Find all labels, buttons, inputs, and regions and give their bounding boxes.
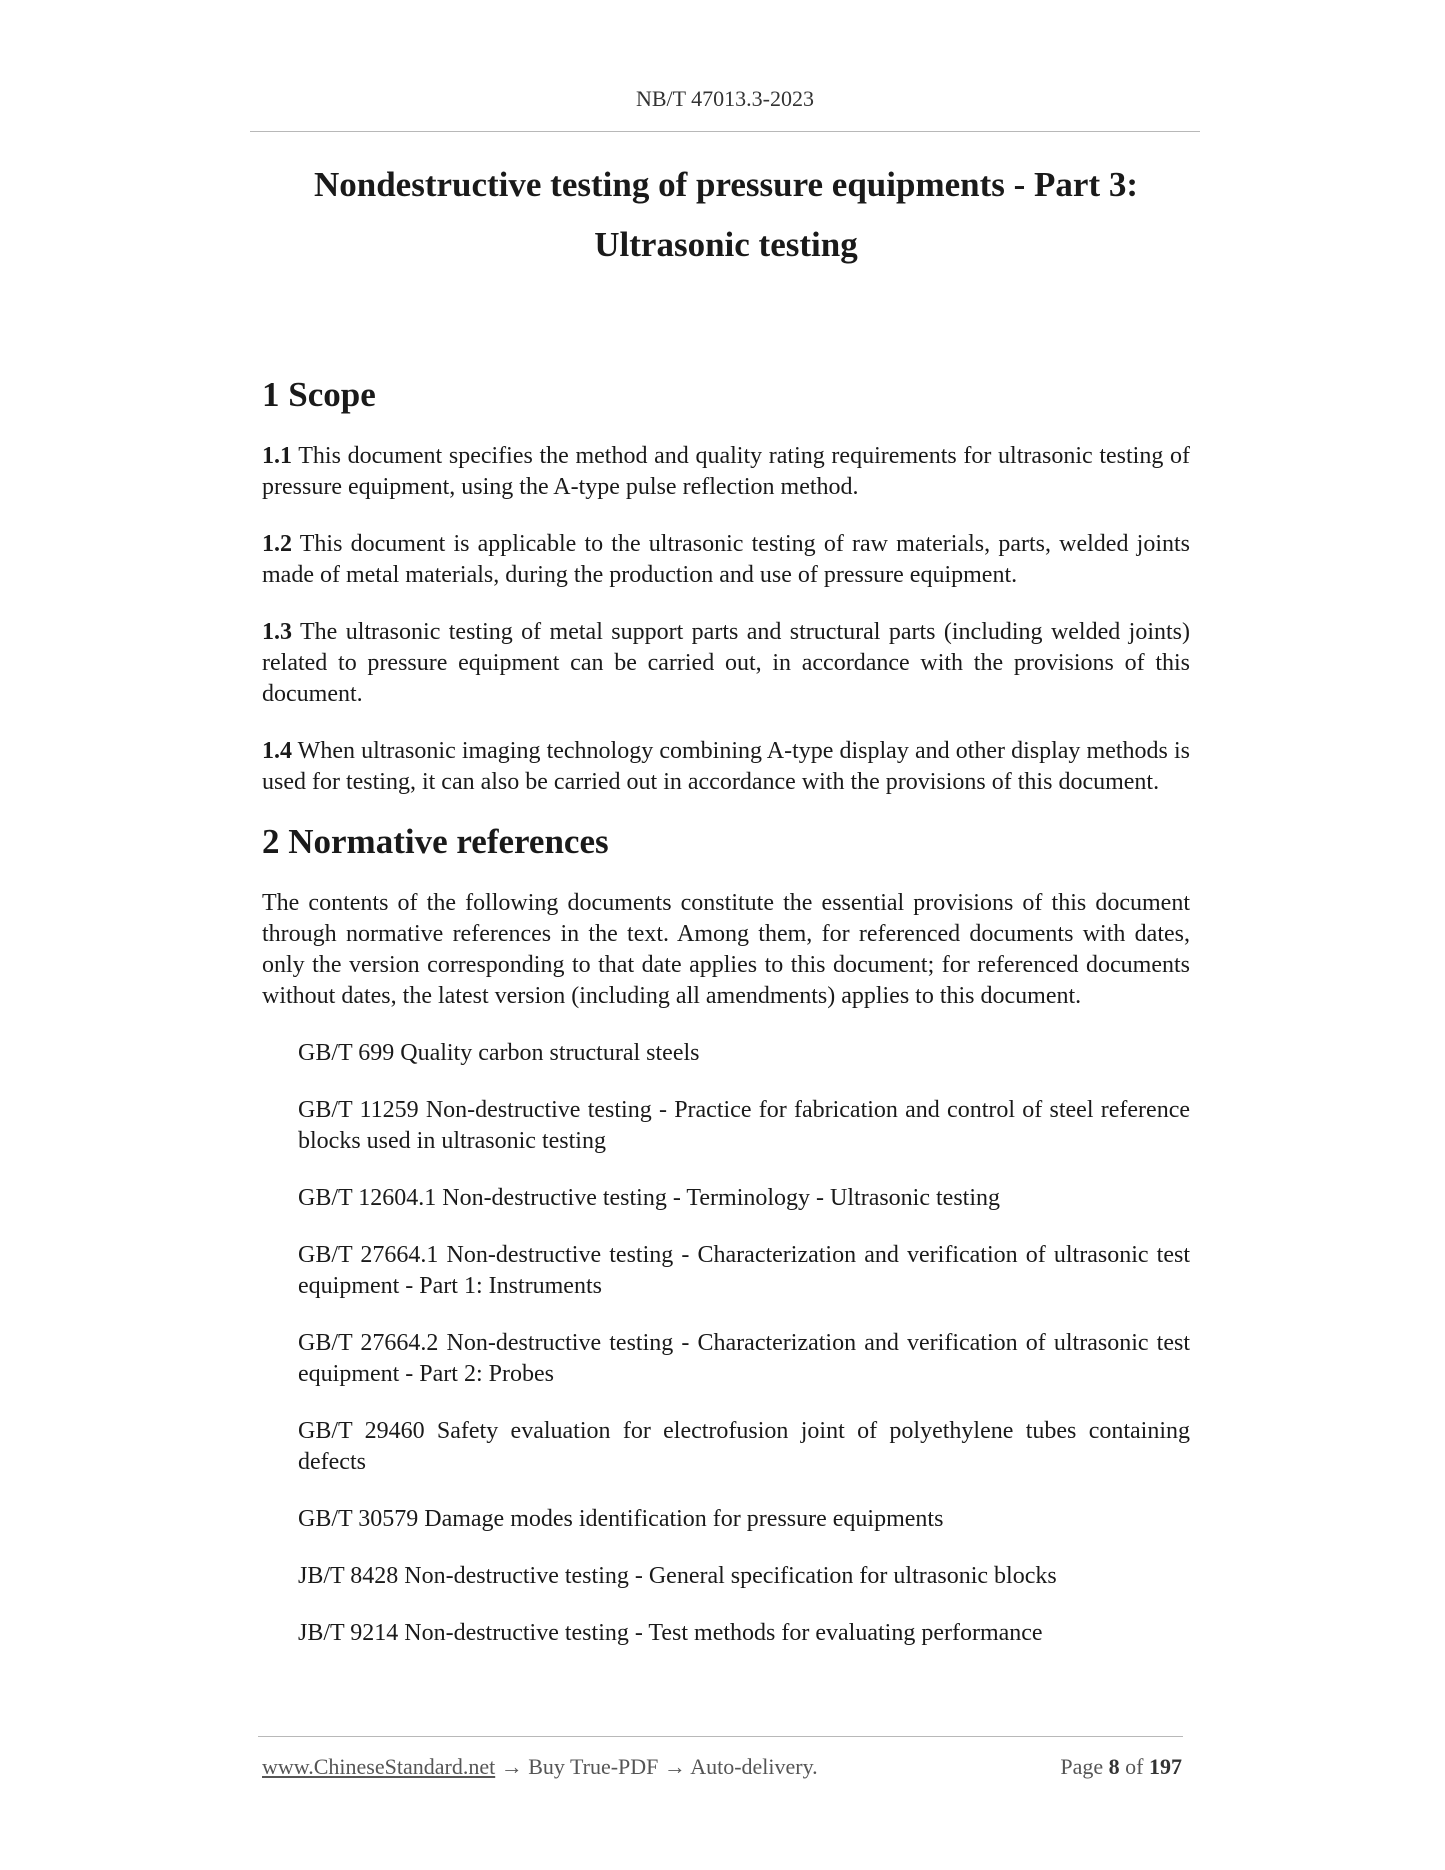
site-link[interactable]: www.ChineseStandard.net [262,1754,496,1779]
section-heading-scope: 1 Scope [262,375,376,414]
reference-list [262,1038,1190,1649]
reference-item: GB/T 11259 Non-destructive testing - Practice for fabrication and control of steel reference blocks used in ultrasonic testing [298,1097,1190,1154]
clause-number: 1.1 [262,443,292,469]
clause-text: This document is applicable to the ultrasonic testing of raw materials, parts, welded joints made of metal materials, during the production and use of pressure equipment. [262,531,1190,588]
page-number [1060,1754,1182,1780]
page-of-label: of [1119,1754,1149,1779]
reference-item: GB/T 699 Quality carbon structural steels [298,1040,700,1066]
clause-1-4 [262,736,1190,798]
reference-item: GB/T 29460 Safety evaluation for electrofusion joint of polyethylene tubes containing defects [298,1418,1190,1475]
reference-item: GB/T 27664.1 Non-destructive testing - Characterization and verification of ultrasonic test equipment - Part 1: Instruments [298,1242,1190,1299]
title-line-1: Nondestructive testing of pressure equipments - Part 3: [313,165,1139,204]
current-page: 8 [1108,1754,1120,1779]
clause-text: The ultrasonic testing of metal support parts and structural parts (including welded joints) related to pressure equipment can be carried out, in accordance with the provisions of this document. [262,619,1190,707]
page-body [262,155,1190,1675]
document-title [262,155,1190,275]
reference-item: JB/T 8428 Non-destructive testing - General specification for ultrasonic blocks [298,1563,1057,1589]
reference-item: JB/T 9214 Non-destructive testing - Test methods for evaluating performance [298,1620,1043,1646]
clause-text: This document specifies the method and quality rating requirements for ultrasonic testing of pressure equipment, using the A-type pulse reflection method. [262,443,1190,500]
reference-item: GB/T 27664.2 Non-destructive testing - Characterization and verification of ultrasonic test equipment - Part 2: Probes [298,1330,1190,1387]
clause-number: 1.4 [262,738,292,764]
page-footer [262,1754,1182,1780]
page-label: Page [1060,1754,1109,1779]
normative-references-intro: The contents of the following documents constitute the essential provisions of this document through normative references in the text. Among them, for referenced documents with dates, only the version corresponding to that date applies to this document; for referenced documents without dates, the latest version (including all amendments) applies to this document. [262,890,1190,1009]
clause-number: 1.3 [262,619,292,645]
reference-item: GB/T 30579 Damage modes identification for pressure equipments [298,1506,944,1532]
header-divider [250,131,1200,132]
clause-text: When ultrasonic imaging technology combining A-type display and other display methods is used for testing, it can also be carried out in accordance with the provisions of this document. [262,738,1190,795]
section-heading-normative-references: 2 Normative references [262,822,609,861]
clause-1-2 [262,529,1190,591]
total-pages: 197 [1149,1754,1182,1779]
promo-text: → Buy True-PDF → Auto-delivery. [495,1754,818,1779]
title-line-2: Ultrasonic testing [594,225,858,264]
clause-1-1 [262,441,1190,503]
clause-1-3 [262,617,1190,710]
footer-promo [262,1754,818,1780]
clause-number: 1.2 [262,531,292,557]
reference-item: GB/T 12604.1 Non-destructive testing - Terminology - Ultrasonic testing [298,1185,1000,1211]
running-header: NB/T 47013.3-2023 [635,86,815,111]
footer-divider [258,1736,1183,1737]
